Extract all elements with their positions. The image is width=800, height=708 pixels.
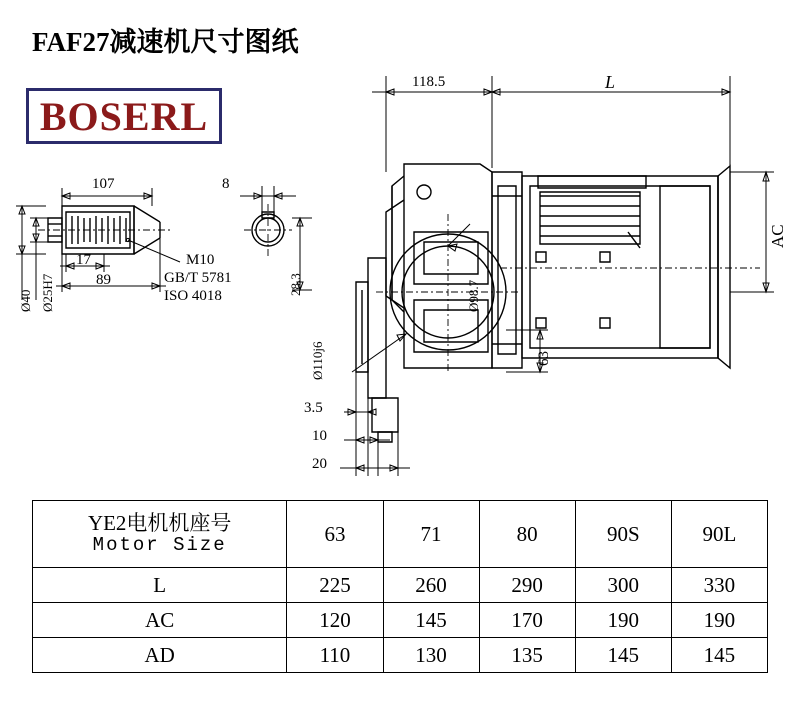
spec-table xyxy=(32,500,768,673)
row-label-AC: AC xyxy=(33,603,287,638)
row-label-L: L xyxy=(33,568,287,603)
row-AC-value: 170 xyxy=(479,603,575,638)
row-label-AD: AD xyxy=(33,638,287,673)
motor-size-value: 90L xyxy=(671,501,767,568)
row-L-value: 300 xyxy=(575,568,671,603)
table-row xyxy=(33,568,768,603)
row-AD-value: 145 xyxy=(671,638,767,673)
table-row xyxy=(33,501,768,568)
dim-20: 20 xyxy=(312,456,327,472)
row-AD-value: 135 xyxy=(479,638,575,673)
row-AC-value: 190 xyxy=(575,603,671,638)
dim-d40: Ø40 xyxy=(18,289,33,312)
dim-L: L xyxy=(605,72,616,92)
motor-size-value: 80 xyxy=(479,501,575,568)
dim-10: 10 xyxy=(312,428,327,444)
dim-d25h7: Ø25H7 xyxy=(40,273,55,312)
note-iso: ISO 4018 xyxy=(164,288,222,304)
page-title: FAF27减速机尺寸图纸 xyxy=(32,27,299,57)
motor-size-label-en: Motor Size xyxy=(92,534,227,557)
note-gbt: GB/T 5781 xyxy=(164,270,232,286)
dim-AC: AC xyxy=(768,224,787,248)
row-AD-value: 130 xyxy=(383,638,479,673)
table-row xyxy=(33,638,768,673)
row-AC-value: 190 xyxy=(671,603,767,638)
dim-63: 63 xyxy=(536,351,552,366)
row-L-value: 330 xyxy=(671,568,767,603)
dim-17: 17 xyxy=(76,252,91,268)
motor-size-value: 71 xyxy=(383,501,479,568)
row-L-value: 225 xyxy=(287,568,383,603)
dim-89: 89 xyxy=(96,272,111,288)
table-row xyxy=(33,603,768,638)
dim-8: 8 xyxy=(222,176,230,192)
motor-size-value: 90S xyxy=(575,501,671,568)
row-AC-value: 120 xyxy=(287,603,383,638)
motor-size-header xyxy=(33,501,287,568)
row-AC-value: 145 xyxy=(383,603,479,638)
row-L-value: 260 xyxy=(383,568,479,603)
motor-size-label-cn: YE2电机机座号 xyxy=(87,511,232,535)
note-m10: M10 xyxy=(186,252,215,268)
dim-d110j6: Ø110j6 xyxy=(310,341,325,380)
dim-28-3: 28.3 xyxy=(288,273,303,296)
dim-118-5: 118.5 xyxy=(412,74,446,90)
row-AD-value: 145 xyxy=(575,638,671,673)
row-AD-value: 110 xyxy=(287,638,383,673)
brand-logo: BOSERL xyxy=(39,93,209,139)
row-L-value: 290 xyxy=(479,568,575,603)
dim-d98-7: Ø98.7 xyxy=(466,279,481,312)
motor-size-value: 63 xyxy=(287,501,383,568)
dim-3-5: 3.5 xyxy=(304,400,323,416)
dim-107: 107 xyxy=(92,176,115,192)
